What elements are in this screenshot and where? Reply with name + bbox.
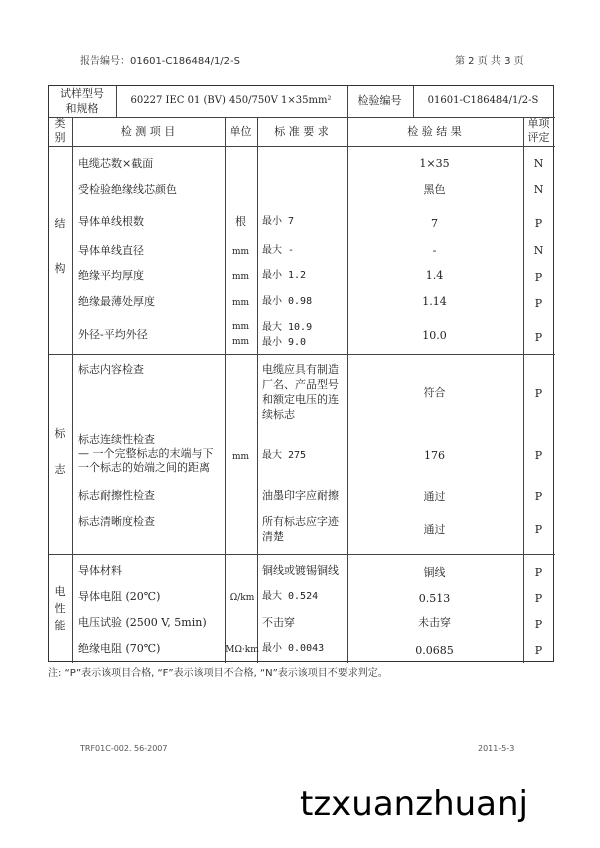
row-item: 标志内容检查 [78,363,144,376]
row-result: 1.4 [425,269,444,282]
row-rating: P [534,618,543,631]
row-unit: Ω/km [229,593,255,603]
legend-note: 注: “P”表示该项目合格, “F”表示该项目不合格, “N”表示该项目不要求判定。 [48,668,388,679]
row-rating: N [533,244,544,257]
row-item: 标志耐擦性检查 [78,489,155,502]
row-unit: mm [231,247,250,257]
row-item: 导体电阻 (20℃) [78,590,161,603]
row-unit: mm [231,272,250,282]
row-rating: P [534,490,543,503]
row-standard: 铜线或镀锡铜线 [262,564,339,577]
row-rating: P [534,297,543,310]
row-item: 受检验绝缘线芯颜色 [78,183,177,196]
row-standard: 油墨印字应耐擦 [262,489,339,502]
row-rating: P [534,566,543,579]
row-item: 导体单线直径 [78,244,144,257]
model-label: 试样型号 和规格 [60,87,104,115]
row-result: 通过 [423,523,446,536]
row-standard: 最大 0.524 [262,591,319,602]
row-rating: N [533,157,544,170]
row-rating: N [533,183,544,196]
col-category: 类 别 [54,117,66,144]
report-number: 报告编号：01601-C186484/1/2-S [80,56,240,67]
row-rating: P [534,271,543,284]
row-result: 未击穿 [418,616,451,629]
row-result: 1.14 [422,295,447,308]
row-standard: 最大 10.9 最小 9.0 [262,322,313,348]
row-rating: P [534,592,543,605]
row-result: 通过 [423,490,446,503]
watermark-text: tzxuanzhuanj [300,784,529,824]
row-item: 标志清晰度检查 [78,515,155,528]
row-standard: 最大 - [262,245,295,256]
row-result: - [432,244,437,257]
row-result: 0.513 [418,592,451,605]
model-value: 60227 IEC 01 (BV) 450/750V 1×35mm² [130,95,332,106]
form-number: TRF01C-002. 56-2007 [80,744,168,753]
row-item: 导体单线根数 [78,215,144,228]
row-rating: P [534,644,543,657]
row-item: 绝缘平均厚度 [78,269,144,282]
row-item: 外径-平均外径 [78,328,148,341]
row-result: 7 [431,217,438,230]
row-standard: 最小 0.0043 [262,643,325,654]
row-result: 符合 [423,386,446,399]
row-result: 0.0685 [415,644,454,657]
row-standard: 最小 0.98 [262,296,313,307]
row-rating: P [534,449,543,462]
row-unit: 根 [235,215,246,228]
row-standard: 所有标志应字迹 清楚 [262,515,339,543]
col-standard: 标 准 要 求 [274,125,329,138]
row-result: 10.0 [422,329,447,342]
row-item: 绝缘最薄处厚度 [78,295,155,308]
row-rating: P [534,217,543,230]
row-item: 电缆芯数×截面 [78,157,154,170]
inspect-number-label: 检验编号 [357,94,402,107]
row-standard: 最小 7 [262,216,295,227]
col-item: 检 测 项 目 [120,125,176,138]
row-unit: MΩ·km [225,645,259,655]
inspect-number-value: 01601-C186484/1/2-S [427,95,539,106]
row-unit: mm [231,452,250,462]
report-date: 2011-5-3 [478,744,515,753]
col-rating: 单项 评定 [527,117,550,144]
row-standard: 电缆应具有制造 厂名、产品型号 和额定电压的连 续标志 [262,363,339,421]
row-item: 绝缘电阻 (70℃) [78,642,161,655]
row-unit: mm [231,298,250,308]
page-indicator: 第 2 页 共 3 页 [455,56,524,67]
row-item: 标志连续性检查 — 一个完整标志的末端与下 一个标志的始端之间的距离 [78,433,214,474]
col-result: 检 验 结 果 [407,125,462,138]
row-item: 电压试验 (2500 V, 5min) [78,616,207,629]
row-standard: 最小 1.2 [262,270,307,281]
row-rating: P [534,523,543,536]
row-rating: P [534,331,543,344]
row-standard: 最大 275 [262,450,307,461]
row-item: 导体材料 [78,564,122,577]
row-unit: mm mm [231,322,250,347]
row-result: 1×35 [419,157,450,170]
group-marking: 标 志 [54,427,66,476]
group-electrical: 电 性 能 [54,585,66,632]
col-unit: 单位 [229,125,252,138]
group-structure: 结 构 [54,217,66,275]
row-standard: 不击穿 [262,616,295,629]
row-result: 黑色 [423,183,446,196]
row-result: 176 [424,449,445,462]
row-result: 铜线 [423,566,446,579]
row-rating: P [534,387,543,400]
